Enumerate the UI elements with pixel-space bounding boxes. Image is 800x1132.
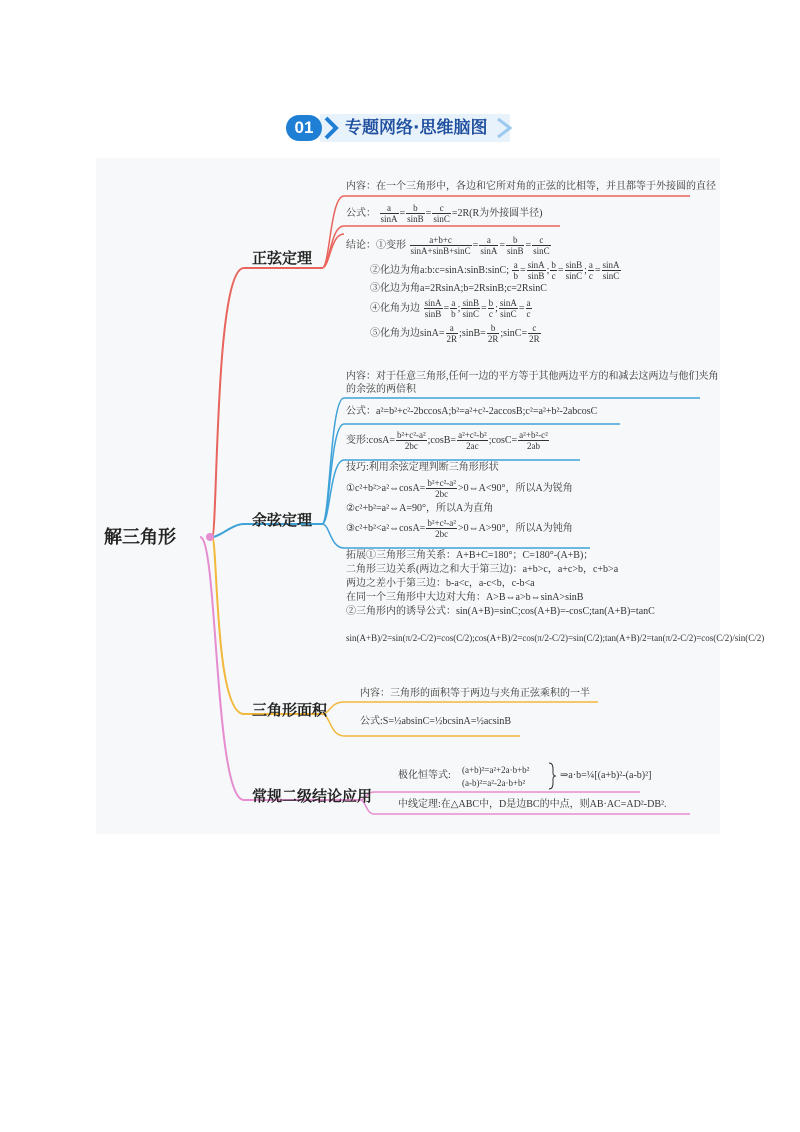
frac-sinA-sinB: $\frac{\sin A}{\sin B}$ [527, 260, 545, 281]
cosine-tip1-b: >0⇔A<90°，所以A为锐角 [457, 482, 573, 494]
frac-cosA: $\frac{\text{b²+c²-a²}}{2bc}$ [396, 430, 426, 451]
cosine-tip1-a: ①c²+b²>a²⇔cosA= [346, 482, 426, 494]
sine-conclusion-2: ②化边为角a:b:c=sinA:sinB:sinC; $\frac{a}{b}$ = $\frac{\sin A}{\sin B}$ ; $\frac{b}{c}$ = $\frac{\sin B}{\sin C}$ ; $\frac{a}{c}$ = $\frac{\sin A}{\sin C}$ [370, 260, 620, 281]
frac-b-sinB: $\frac{b}{\sin B}$ [407, 203, 424, 224]
cosine-deform-mid1: ;cosB= [427, 434, 457, 446]
frac-a-b: $\frac{a}{b}$ [513, 260, 518, 281]
branch-sine-title: 正弦定理 [252, 249, 313, 267]
frac-cosB: $\frac{\text{a²+c²-b²}}{2ac}$ [458, 430, 487, 451]
frac-tip3: $\frac{\text{b²+c²-a²}}{2bc}$ [427, 518, 456, 539]
frac-a-c: $\frac{a}{c}$ [588, 260, 593, 281]
sine-conclusion-label: 结论： [346, 239, 376, 251]
conclusion-median: 中线定理:在△ABC中，D是边BC的中点，则AB·AC=AD²-DB². [398, 799, 667, 810]
frac-sum: $\frac{a+b+c}{\sin A+\sin B+\sin C}$ [410, 235, 471, 256]
conclusion-eq-label: 极化恒等式: [398, 770, 451, 781]
cosine-tip-3 [346, 518, 573, 539]
frac-b-2R: $\frac{b}{2R}$ [487, 323, 499, 344]
cosine-ext-6: sin(A+B)/2=sin(π/2-C/2)=cos(C/2);cos(A+B)/2=cos(π/2-C/2)=sin(C/2);tan(A+B)/2=tan(π/2-C/2)=cos(C/2)/sin(C/2) [346, 633, 765, 643]
cosine-ext-5: ②三角形内的诱导公式：sin(A+B)=sinC;cos(A+B)=-cosC;tan(A+B)=tanC [346, 606, 655, 617]
brace-icon [548, 762, 556, 795]
conclusion-eq-1: (a+b)²=a²+2a·b+b² [462, 765, 530, 775]
header-title: 专题网络·思维脑图 [345, 118, 488, 138]
cosine-tip-2: ②c²+b²=a²⇔A=90°，所以A为直角 [346, 503, 494, 514]
frac-sinA-sinB-2: $\frac{\sin A}{\sin B}$ [424, 298, 442, 319]
frac-sinB-sinC-2: $\frac{\sin B}{\sin C}$ [462, 298, 479, 319]
frac-c-sinC: $\frac{c}{\sin C}$ [433, 203, 450, 224]
branch-cosine-title: 余弦定理 [252, 511, 313, 529]
sine-c2-text: ②化边为角a:b:c=sinA:sinB:sinC; [370, 264, 509, 276]
conclusion-eq-result: ⇒a·b=¼[(a+b)²-(a-b)²] [560, 770, 652, 781]
cosine-deform-label: 变形:cosA= [346, 434, 395, 446]
frac-c-sinC-2: $\frac{c}{\sin C}$ [533, 235, 550, 256]
frac-a-c-2: $\frac{a}{c}$ [526, 298, 531, 319]
sine-c1-label: ①变形 [376, 239, 406, 251]
frac-sinA-sinC: $\frac{\sin A}{\sin C}$ [602, 260, 620, 281]
cosine-content-2: 的余弦的两倍积 [346, 384, 416, 395]
frac-a-sinA-2: $\frac{a}{\sin A}$ [480, 235, 498, 256]
frac-a-sinA: $\frac{a}{\sin A}$ [380, 203, 398, 224]
sine-conclusion-5 [370, 323, 542, 344]
cosine-formula: 公式：a²=b²+c²-2bccosA;b²=a²+c²-2accosB;c²=a²+b²-2abcosC [346, 406, 598, 417]
branch-area-title: 三角形面积 [252, 701, 328, 719]
sine-c5-text: ⑤化角为边sinA= [370, 327, 445, 339]
sine-conclusion-4: ④化角为边 $\frac{\sin A}{\sin B}$ = $\frac{a}{b}$ ; $\frac{\sin B}{\sin C}$ = $\frac{b}{c}$ ; $\frac{\sin A}{\sin C}$ = $\frac{a}{c}$ [370, 298, 531, 319]
sine-conclusion-1: 结论：①变形 $\frac{a+b+c}{\sin A+\sin B+\sin C}$ = $\frac{a}{\sin A}$ = $\frac{b}{\sin B}$ = $\frac{c}{\sin C}$ [346, 235, 550, 256]
frac-b-c: $\frac{b}{c}$ [551, 260, 556, 281]
area-formula: 公式:S=½absinC=½bcsinA=½acsinB [360, 716, 512, 727]
frac-sinA-sinC-2: $\frac{\sin A}{\sin C}$ [499, 298, 517, 319]
frac-sinB-sinC: $\frac{\sin B}{\sin C}$ [565, 260, 583, 281]
cosine-content-1: 内容：对于任意三角形,任何一边的平方等于其他两边平方的和减去这两边与他们夹角 [346, 371, 719, 382]
cosine-tip-title: 技巧:利用余弦定理判断三角形形状 [346, 462, 499, 473]
root-node: 解三角形 [104, 527, 176, 548]
cosine-tip3-a: ③c²+b²<a²⇔cosA= [346, 522, 426, 534]
header-number-badge: 01 [286, 115, 322, 141]
cosine-ext-3: 两边之差小于第三边：b-a<c，a-c<b，c-b<a [346, 578, 535, 589]
frac-cosC: $\frac{\text{a²+b²-c²}}{2ab}$ [519, 430, 548, 451]
cosine-deform [346, 430, 550, 451]
frac-a-2R: $\frac{a}{2R}$ [446, 323, 458, 344]
frac-b-sinB-2: $\frac{b}{\sin B}$ [506, 235, 524, 256]
cosine-ext-2: 二角形三边关系(两边之和大于第三边)：a+b>c，a+c>b，c+b>a [346, 564, 619, 575]
frac-a-b-2: $\frac{a}{b}$ [451, 298, 456, 319]
area-content: 内容：三角形的面积等于两边与夹角正弦乘积的一半 [360, 688, 590, 699]
cosine-ext-1: 拓展①三角形三角关系：A+B+C=180°；C=180°-(A+B)； [346, 550, 594, 561]
sine-c4-text: ④化角为边 [370, 302, 420, 314]
conclusion-eq-2: (a-b)²=a²-2a·b+b² [462, 778, 526, 788]
frac-b-c-2: $\frac{b}{c}$ [488, 298, 494, 319]
sine-formula: 公式： $\frac{a}{\sin A}$ = $\frac{b}{\sin B}$ = $\frac{c}{\sin C}$ =2R(R为外接圆半径) [346, 203, 543, 224]
frac-tip1: $\frac{\text{b²+c²-a²}}{2bc}$ [427, 478, 456, 499]
frac-c-2R: $\frac{c}{2R}$ [529, 323, 540, 344]
sine-c5-sep-c: ;sinC= [500, 327, 528, 339]
cosine-tip3-b: >0⇔A>90°，所以A为钝角 [457, 522, 573, 534]
sine-c5-sep-b: ;sinB= [459, 327, 486, 339]
root-connector-dot [206, 533, 214, 541]
sine-formula-label: 公式： [346, 207, 376, 219]
cosine-deform-mid2: ;cosC= [488, 434, 518, 446]
sine-content: 内容：在一个三角形中，各边和它所对角的正弦的比相等，并且都等于外接圆的直径 [346, 181, 716, 192]
sine-conclusion-3: ③化边为角a=2RsinA;b=2RsinB;c=2RsinC [370, 283, 547, 294]
sine-formula-tail: =2R(R为外接圆半径) [451, 207, 543, 219]
branch-conclusion-title: 常规二级结论应用 [252, 787, 373, 805]
cosine-ext-4: 在同一个三角形中大边对大角：A>B⇔a>b⇔sinA>sinB [346, 592, 584, 603]
cosine-tip-1 [346, 478, 573, 499]
